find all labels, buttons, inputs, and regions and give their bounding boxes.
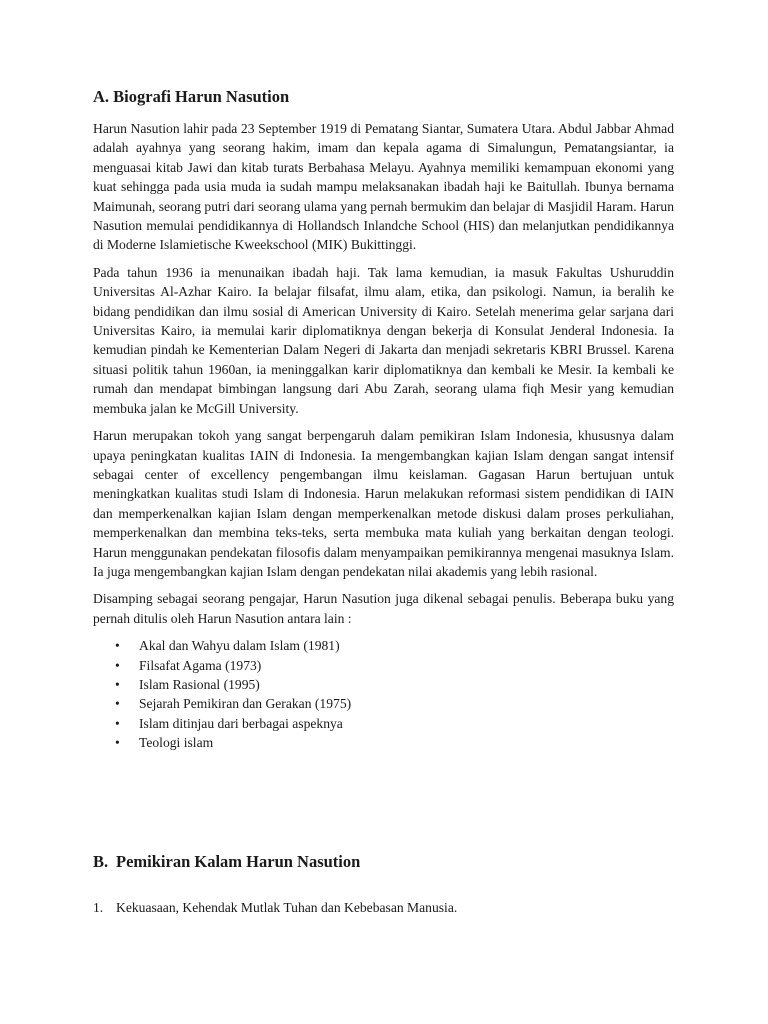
list-item xyxy=(93,733,674,752)
section-b-number: B. xyxy=(93,852,109,871)
bullet-icon: • xyxy=(115,735,120,751)
list-item xyxy=(93,714,674,733)
bullet-icon: • xyxy=(115,696,120,712)
book-title: Islam ditinjau dari berbagai aspeknya xyxy=(139,715,343,731)
section-a-heading: A. Biografi Harun Nasution xyxy=(93,87,290,106)
biography-paragraph-2: Pada tahun 1936 ia menunaikan ibadah haji. Tak lama kemudian, ia masuk Fakultas Ushuruddin Universitas Al-Azhar Kairo. Ia belajar filsafat, ilmu alam, etika, dan psikologi. Namun, ia beralih ke bidang pendidikan dan ilmu sosial di American University di Kairo. Setelah menerima gelar sarjana dari Universitas Kairo, ia memulai karir diplomatiknya dengan bekerja di Konsulat Jenderal Indonesia. Ia kemudian pindah ke Kementerian Dalam Negeri di Jakarta dan menjadi sekretaris KBRI Brussel. Karena situasi politik tahun 1960an, ia meninggalkan karir diplomatiknya dan kembali ke Mesir. Ia kembali ke rumah dan mendapat bimbingan langsung dari Abu Zarah, seorang ulama fiqh Mesir yang kemudian membuka jalan ke McGill University. xyxy=(93,264,674,416)
list-item xyxy=(93,694,674,713)
book-title: Teologi islam xyxy=(139,735,214,751)
biography-paragraph-3: Harun merupakan tokoh yang sangat berpengaruh dalam pemikiran Islam Indonesia, khususnya dalam upaya peningkatan kualitas IAIN di Indonesia. Ia mengembangkan kajian Islam dengan sangat intensif sebagai center of excellency pengembangan ilmu keislaman. Gagasan Harun bertujuan untuk meningkatkan kualitas studi Islam di Indonesia. Harun melakukan reformasi sistem pendidikan di IAIN dan memperkenalkan kajian Islam dengan memperkenalkan metode diskusi dalam proses perkuliahan, memperkenalkan dan membina teks-teks, serta membuka mata kuliah yang berkaitan dengan teologi. Harun menggunakan pendekatan filosofis dalam menyampaikan pemikirannya mengenai masuknya Islam. Ia juga mengembangkan kajian Islam dengan pendekatan nilai akademis yang lebih rasional. xyxy=(93,428,674,579)
book-title: Islam Rasional (1995) xyxy=(139,676,260,692)
book-list xyxy=(93,636,674,752)
numbered-list-item xyxy=(93,898,457,917)
bullet-icon: • xyxy=(115,657,120,673)
book-title: Akal dan Wahyu dalam Islam (1981) xyxy=(139,638,340,654)
bullet-icon: • xyxy=(115,715,120,731)
section-b-heading xyxy=(93,852,360,872)
list-item xyxy=(93,636,674,655)
biography-paragraph-1: Harun Nasution lahir pada 23 September 1919 di Pematang Siantar, Sumatera Utara. Abdul Jabbar Ahmad adalah ayahnya yang seorang hakim, imam dan kepala agama di Simalungun, Pematangsiantar, ia menguasai kitab Jawi dan kitab turats Berbahasa Melayu. Ayahnya memiliki kemampuan ekonomi yang kuat sehingga pada usia muda ia sudah mampu melaksanakan ibadah haji ke Baitullah. Ibunya bernama Maimunah, seorang putri dari seorang ulama yang pernah bermukim dan belajar di Masjidil Haram. Harun Nasution memulai pendidikannya di Hollandsch Inlandche School (HIS) dan melanjutkan pendidikannya di Moderne Islamietische Kweekschool (MIK) Bukittinggi. xyxy=(93,121,674,253)
section-a-body xyxy=(93,119,674,753)
biography-paragraph-4: Disamping sebagai seorang pengajar, Harun Nasution juga dikenal sebagai penulis. Beberapa buku yang pernah ditulis oleh Harun Nasution antara lain : xyxy=(93,591,674,626)
section-b-title: Pemikiran Kalam Harun Nasution xyxy=(116,852,361,871)
bullet-icon: • xyxy=(115,676,120,692)
item-number: 1. xyxy=(93,900,104,915)
item-text: Kekuasaan, Kehendak Mutlak Tuhan dan Kebebasan Manusia. xyxy=(116,900,458,915)
list-item xyxy=(93,656,674,675)
bullet-icon: • xyxy=(115,638,120,654)
book-title: Sejarah Pemikiran dan Gerakan (1975) xyxy=(139,696,352,712)
list-item xyxy=(93,675,674,694)
book-title: Filsafat Agama (1973) xyxy=(139,657,262,673)
